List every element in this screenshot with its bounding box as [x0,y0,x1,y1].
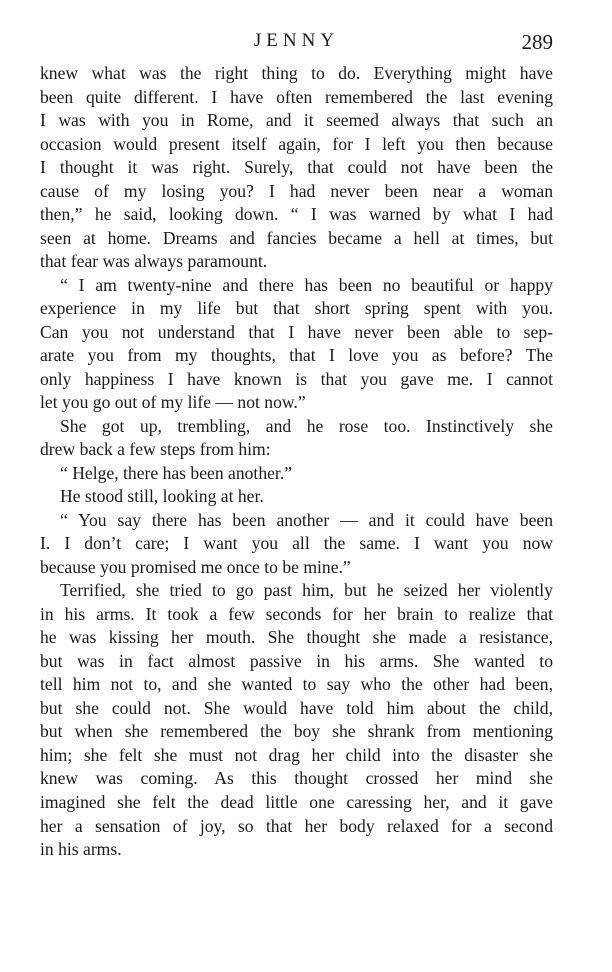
text-line: I thought it was right. Surely, that could not have been the [40,157,553,178]
text-line: seen at home. Dreams and fancies became a hell at times, but [40,227,553,248]
text-line: Can you not understand that I have never been able to sep- [40,321,553,342]
text-line: drew back a few steps from him: [40,439,271,460]
text-line: He stood still, looking at her. [60,486,264,507]
text-line: knew what was the right thing to do. Everything might have [40,63,553,83]
text-line: She got up, trembling, and he rose too. Instinctively she [60,415,553,436]
text-line: then,” he said, looking down. “ I was warned by what I had [40,204,553,225]
text-line: been quite different. I have often remembered the last evening [40,86,553,107]
text-line: imagined she felt the dead little one caressing her, and it gave [40,791,553,812]
text-line: in his arms. It took a few seconds for her brain to realize that [40,603,553,624]
text-line: in his arms. [40,839,122,860]
text-line: because you promised me once to be mine.” [40,556,351,577]
text-line: cause of my losing you? I had never been near a woman [40,180,553,201]
text-line: “ Helge, there has been another.” [60,462,293,483]
text-line: I. I don’t care; I want you all the same. I want you now [40,533,553,554]
text-line: experience in my life but that short spring spent with you. [40,298,553,319]
running-title: JENNY [253,30,340,51]
text-line: “ I am twenty-nine and there has been no beautiful or happy [60,274,553,295]
text-line: but she could not. She would have told him about the child, [40,697,553,718]
body-text [40,62,553,862]
text-line: her a sensation of joy, so that her body relaxed for a second [40,815,553,836]
text-line: let you go out of my life — not now.” [40,392,306,413]
text-line: occasion would present itself again, for I left you then because [40,133,553,154]
text-line: but when she remembered the boy she shrank from mentioning [40,721,553,742]
text-line: that fear was always paramount. [40,251,268,272]
text-line: but was in fact almost passive in his arms. She wanted to [40,650,553,671]
text-line: I was with you in Rome, and it seemed always that such an [40,110,553,131]
text-line: he was kissing her mouth. She thought she made a resistance, [40,627,553,648]
text-line: only happiness I have known is that you gave me. I cannot [40,368,553,389]
text-line: knew was coming. As this thought crossed her mind she [40,768,553,789]
page-header [40,30,553,56]
text-line: Terrified, she tried to go past him, but he seized her violently [60,580,553,601]
text-line: tell him not to, and she wanted to say who the other had been, [40,674,553,695]
text-line: arate you from my thoughts, that I love you as before? The [40,345,553,366]
text-line: him; she felt she must not drag her child into the disaster she [40,744,553,765]
page-number: 289 [521,30,553,54]
text-line: “ You say there has been another — and it could have been [60,509,553,530]
